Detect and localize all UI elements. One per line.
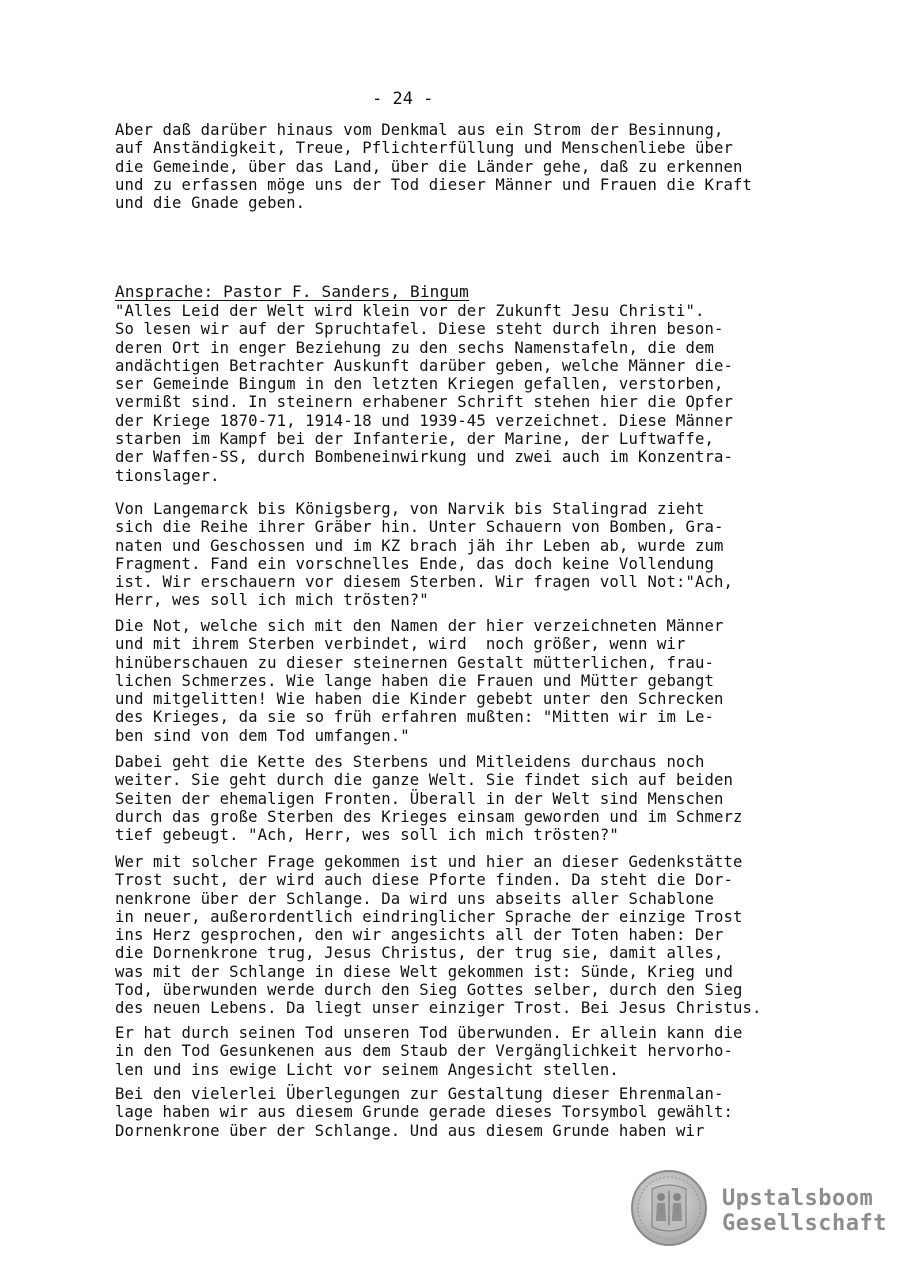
speech-paragraph-3: Die Not, welche sich mit den Namen der hier verzeichneten Männer und mit ihrem Sterben verbindet, wird noch größer, wenn wir hinüberschauen zu dieser steinernen Gestalt mütterlichen, frau- lichen Schmerzes. Wie lange haben die Frauen und Mütter gebangt und mitgelitten! Wie haben die Kinder gebebt unter den Schrecken des Krieges, da sie so früh erfahren mußten: "Mitten wir im Le- ben sind von dem Tod umfangen." [115, 617, 724, 745]
logo-text-line2: Gesellschaft [722, 1211, 887, 1236]
seal-icon [630, 1169, 708, 1247]
intro-paragraph: Aber daß darüber hinaus vom Denkmal aus ein Strom der Besinnung, auf Anständigkeit, Treue, Pflichterfüllung und Menschenliebe über die Gemeinde, über das Land, über die Länder gehe, daß zu erkennen und zu erfassen möge uns der Tod dieser Männer und Frauen die Kraft und die Gnade geben. [115, 121, 753, 213]
speech-paragraph-5: Wer mit solcher Frage gekommen ist und hier an dieser Gedenkstätte Trost sucht, der wird auch diese Pforte finden. Da steht die Dor- nenkrone über der Schlange. Da wird uns abseits aller Schablone in neuer, außerordentlich eindringlicher Sprache der einzige Trost ins Herz gesprochen, den wir angesichts all der Toten haben: Der die Dornenkrone trug, Jesus Christus, der trug sie, damit alles, was mit der Schlange in diese Welt gekommen ist: Sünde, Krieg und Tod, überwunden werde durch den Sieg Gottes selber, durch den Sieg des neuen Lebens. Da liegt unser einziger Trost. Bei Jesus Christus. [115, 853, 762, 1018]
speech-heading: Ansprache: Pastor F. Sanders, Bingum [115, 282, 469, 301]
speech-paragraph-6: Er hat durch seinen Tod unseren Tod überwunden. Er allein kann die in den Tod Gesunkenen aus dem Staub der Vergänglichkeit hervorho- len und ins ewige Licht vor seinem Angesicht stellen. [115, 1024, 743, 1079]
upstalsboom-logo [630, 1169, 887, 1247]
speech-paragraph-4: Dabei geht die Kette des Sterbens und Mitleidens durchaus noch weiter. Sie geht durch die ganze Welt. Sie findet sich auf beiden Seiten der ehemaligen Fronten. Überall in der Welt sind Menschen durch das große Sterben des Krieges einsam geworden und im Schmerz tief gebeugt. "Ach, Herr, wes soll ich mich trösten?" [115, 753, 743, 845]
page-number: - 24 - [372, 89, 434, 109]
speech-paragraph-1: "Alles Leid der Welt wird klein vor der Zukunft Jesu Christi". So lesen wir auf der Spruchtafel. Diese steht durch ihren beson- deren Ort in enger Beziehung zu den sechs Namenstafeln, die dem andächtigen Betrachter Auskunft darüber geben, welche Männer die- ser Gemeinde Bingum in den letzten Kriegen gefallen, verstorben, vermißt sind. In steinern erhabener Schrift stehen hier die Opfer der Kriege 1870-71, 1914-18 und 1939-45 verzeichnet. Diese Männer starben im Kampf bei der Infanterie, der Marine, der Luftwaffe, der Waffen-SS, durch Bombeneinwirkung und zwei auch im Konzentra- tionslager. [115, 302, 734, 485]
logo-text-line1: Upstalsboom [722, 1186, 874, 1211]
speech-paragraph-2: Von Langemarck bis Königsberg, von Narvik bis Stalingrad zieht sich die Reihe ihrer Gräber hin. Unter Schauern von Bomben, Gra- naten und Geschossen und im KZ brach jäh ihr Leben ab, wurde zum Fragment. Fand ein vorschnelles Ende, das doch keine Vollendung ist. Wir erschauern vor diesem Sterben. Wir fragen voll Not:"Ach, Herr, wes soll ich mich trösten?" [115, 500, 734, 610]
speech-paragraph-7: Bei den vielerlei Überlegungen zur Gestaltung dieser Ehrenmalan- lage haben wir aus diesem Grunde gerade dieses Torsymbol gewählt: Dornenkrone über der Schlange. Und aus diesem Grunde haben wir [115, 1085, 734, 1140]
